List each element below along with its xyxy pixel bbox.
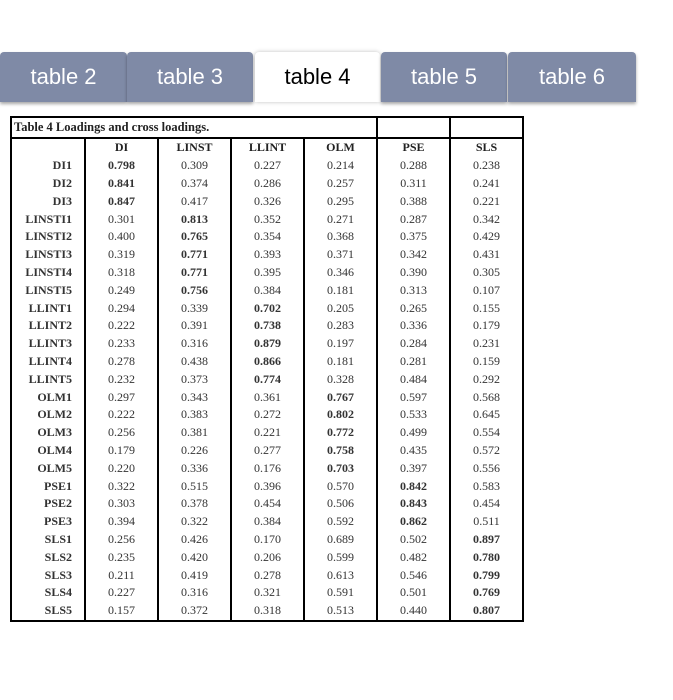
table-cell: 0.440 xyxy=(377,602,450,621)
table-cell: 0.533 xyxy=(377,406,450,424)
table-cell: 0.303 xyxy=(85,495,158,513)
table-cell: 0.181 xyxy=(304,281,377,299)
row-label: LINSTI3 xyxy=(11,246,85,264)
table-cell: 0.897 xyxy=(450,531,523,549)
table-cell: 0.336 xyxy=(377,317,450,335)
table-cell: 0.879 xyxy=(231,335,304,353)
table-cell: 0.321 xyxy=(231,584,304,602)
table-row xyxy=(11,602,523,621)
table-row xyxy=(11,513,523,531)
table-cell: 0.771 xyxy=(158,246,231,264)
table-row xyxy=(11,175,523,193)
table-cell: 0.774 xyxy=(231,370,304,388)
row-label: LINSTI4 xyxy=(11,264,85,282)
table-cell: 0.798 xyxy=(85,157,158,175)
table-cell: 0.799 xyxy=(450,566,523,584)
table-cell: 0.373 xyxy=(158,370,231,388)
table-cell: 0.283 xyxy=(304,317,377,335)
table-cell: 0.499 xyxy=(377,424,450,442)
table-row xyxy=(11,157,523,175)
table-cell: 0.847 xyxy=(85,192,158,210)
table-cell: 0.400 xyxy=(85,228,158,246)
table-cell: 0.515 xyxy=(158,477,231,495)
table-cell: 0.771 xyxy=(158,264,231,282)
tab-table-6[interactable]: table 6 xyxy=(508,52,636,102)
row-label: DI2 xyxy=(11,175,85,193)
table-cell: 0.767 xyxy=(304,388,377,406)
table-row xyxy=(11,228,523,246)
table-cell: 0.281 xyxy=(377,353,450,371)
table-row xyxy=(11,299,523,317)
table-row xyxy=(11,388,523,406)
table-cell: 0.235 xyxy=(85,548,158,566)
table-cell: 0.157 xyxy=(85,602,158,621)
header-cell: PSE xyxy=(377,138,450,157)
table-cell: 0.278 xyxy=(85,353,158,371)
table-cell: 0.295 xyxy=(304,192,377,210)
table-row xyxy=(11,459,523,477)
table-cell: 0.221 xyxy=(231,424,304,442)
table-cell: 0.431 xyxy=(450,246,523,264)
row-label: LLINT1 xyxy=(11,299,85,317)
table-cell: 0.813 xyxy=(158,210,231,228)
tab-table-4[interactable]: table 4 xyxy=(255,52,380,102)
table-cell: 0.179 xyxy=(450,317,523,335)
table-row xyxy=(11,353,523,371)
tab-bar xyxy=(0,52,640,102)
row-label: OLM2 xyxy=(11,406,85,424)
table-cell: 0.211 xyxy=(85,566,158,584)
table-caption: Table 4 Loadings and cross loadings. xyxy=(11,117,377,138)
row-label: SLS3 xyxy=(11,566,85,584)
table-row xyxy=(11,495,523,513)
table-cell: 0.222 xyxy=(85,406,158,424)
table-cell: 0.546 xyxy=(377,566,450,584)
table-cell: 0.311 xyxy=(377,175,450,193)
table-row xyxy=(11,370,523,388)
table-cell: 0.155 xyxy=(450,299,523,317)
row-label: PSE1 xyxy=(11,477,85,495)
table-cell: 0.371 xyxy=(304,246,377,264)
table-cell: 0.361 xyxy=(231,388,304,406)
table-cell: 0.703 xyxy=(304,459,377,477)
table-cell: 0.426 xyxy=(158,531,231,549)
table-cell: 0.287 xyxy=(377,210,450,228)
table-cell: 0.502 xyxy=(377,531,450,549)
row-label: LINSTI1 xyxy=(11,210,85,228)
table-cell: 0.599 xyxy=(304,548,377,566)
table-cell: 0.316 xyxy=(158,584,231,602)
table-row xyxy=(11,406,523,424)
table-cell: 0.591 xyxy=(304,584,377,602)
table-cell: 0.342 xyxy=(377,246,450,264)
table-cell: 0.482 xyxy=(377,548,450,566)
table-cell: 0.318 xyxy=(85,264,158,282)
table-cell: 0.316 xyxy=(158,335,231,353)
table-row xyxy=(11,531,523,549)
row-label: LLINT4 xyxy=(11,353,85,371)
table-cell: 0.454 xyxy=(450,495,523,513)
table-cell: 0.570 xyxy=(304,477,377,495)
table-cell: 0.417 xyxy=(158,192,231,210)
table-cell: 0.592 xyxy=(304,513,377,531)
table-cell: 0.501 xyxy=(377,584,450,602)
table-cell: 0.689 xyxy=(304,531,377,549)
table-cell: 0.843 xyxy=(377,495,450,513)
table-cell: 0.568 xyxy=(450,388,523,406)
table-cell: 0.842 xyxy=(377,477,450,495)
row-label: LLINT3 xyxy=(11,335,85,353)
table-cell: 0.583 xyxy=(450,477,523,495)
tab-table-5[interactable]: table 5 xyxy=(381,52,507,102)
table-cell: 0.613 xyxy=(304,566,377,584)
table-cell: 0.381 xyxy=(158,424,231,442)
table-cell: 0.395 xyxy=(231,264,304,282)
table-cell: 0.738 xyxy=(231,317,304,335)
table-cell: 0.301 xyxy=(85,210,158,228)
table-cell: 0.232 xyxy=(85,370,158,388)
table-cell: 0.265 xyxy=(377,299,450,317)
table-row xyxy=(11,317,523,335)
table-cell: 0.780 xyxy=(450,548,523,566)
table-cell: 0.257 xyxy=(304,175,377,193)
table-row xyxy=(11,584,523,602)
table-cell: 0.484 xyxy=(377,370,450,388)
table-cell: 0.214 xyxy=(304,157,377,175)
table-cell: 0.435 xyxy=(377,442,450,460)
table-cell: 0.354 xyxy=(231,228,304,246)
table-cell: 0.318 xyxy=(231,602,304,621)
table-cell: 0.271 xyxy=(304,210,377,228)
table-cell: 0.384 xyxy=(231,513,304,531)
table-cell: 0.372 xyxy=(158,602,231,621)
loadings-table-container xyxy=(10,116,524,622)
row-label: SLS1 xyxy=(11,531,85,549)
table-cell: 0.176 xyxy=(231,459,304,477)
table-cell: 0.277 xyxy=(231,442,304,460)
table-cell: 0.506 xyxy=(304,495,377,513)
table-row xyxy=(11,281,523,299)
table-cell: 0.391 xyxy=(158,317,231,335)
table-cell: 0.769 xyxy=(450,584,523,602)
header-cell: OLM xyxy=(304,138,377,157)
table-cell: 0.375 xyxy=(377,228,450,246)
row-label: SLS2 xyxy=(11,548,85,566)
table-cell: 0.429 xyxy=(450,228,523,246)
table-cell: 0.378 xyxy=(158,495,231,513)
table-cell: 0.702 xyxy=(231,299,304,317)
table-cell: 0.206 xyxy=(231,548,304,566)
table-cell: 0.419 xyxy=(158,566,231,584)
tab-table-3[interactable]: table 3 xyxy=(127,52,253,102)
table-cell: 0.597 xyxy=(377,388,450,406)
table-cell: 0.393 xyxy=(231,246,304,264)
table-cell: 0.226 xyxy=(158,442,231,460)
table-cell: 0.159 xyxy=(450,353,523,371)
table-cell: 0.438 xyxy=(158,353,231,371)
table-cell: 0.765 xyxy=(158,228,231,246)
row-label: OLM4 xyxy=(11,442,85,460)
table-row xyxy=(11,424,523,442)
table-cell: 0.862 xyxy=(377,513,450,531)
table-cell: 0.454 xyxy=(231,495,304,513)
table-cell: 0.346 xyxy=(304,264,377,282)
table-cell: 0.322 xyxy=(85,477,158,495)
table-cell: 0.284 xyxy=(377,335,450,353)
row-label: SLS5 xyxy=(11,602,85,621)
table-cell: 0.181 xyxy=(304,353,377,371)
table-cell: 0.396 xyxy=(231,477,304,495)
table-row xyxy=(11,442,523,460)
table-row xyxy=(11,264,523,282)
table-cell: 0.313 xyxy=(377,281,450,299)
table-cell: 0.294 xyxy=(85,299,158,317)
table-cell: 0.383 xyxy=(158,406,231,424)
table-cell: 0.205 xyxy=(304,299,377,317)
row-label: LLINT2 xyxy=(11,317,85,335)
table-row xyxy=(11,210,523,228)
table-cell: 0.343 xyxy=(158,388,231,406)
table-cell: 0.342 xyxy=(450,210,523,228)
table-cell: 0.322 xyxy=(158,513,231,531)
table-cell: 0.221 xyxy=(450,192,523,210)
header-row xyxy=(11,138,523,157)
table-cell: 0.326 xyxy=(231,192,304,210)
table-row xyxy=(11,335,523,353)
table-cell: 0.305 xyxy=(450,264,523,282)
table-cell: 0.297 xyxy=(85,388,158,406)
table-row xyxy=(11,246,523,264)
table-cell: 0.328 xyxy=(304,370,377,388)
row-label: OLM5 xyxy=(11,459,85,477)
row-label: LLINT5 xyxy=(11,370,85,388)
row-label: SLS4 xyxy=(11,584,85,602)
table-cell: 0.841 xyxy=(85,175,158,193)
header-cell: SLS xyxy=(450,138,523,157)
table-cell: 0.179 xyxy=(85,442,158,460)
table-cell: 0.802 xyxy=(304,406,377,424)
table-cell: 0.309 xyxy=(158,157,231,175)
header-cell: LLINT xyxy=(231,138,304,157)
table-cell: 0.513 xyxy=(304,602,377,621)
loadings-table xyxy=(10,116,524,622)
table-cell: 0.256 xyxy=(85,424,158,442)
table-cell: 0.272 xyxy=(231,406,304,424)
table-cell: 0.384 xyxy=(231,281,304,299)
table-cell: 0.556 xyxy=(450,459,523,477)
table-cell: 0.394 xyxy=(85,513,158,531)
row-label: DI1 xyxy=(11,157,85,175)
table-cell: 0.645 xyxy=(450,406,523,424)
table-cell: 0.256 xyxy=(85,531,158,549)
table-cell: 0.807 xyxy=(450,602,523,621)
table-cell: 0.197 xyxy=(304,335,377,353)
table-cell: 0.292 xyxy=(450,370,523,388)
table-cell: 0.374 xyxy=(158,175,231,193)
table-cell: 0.107 xyxy=(450,281,523,299)
row-label: LINSTI5 xyxy=(11,281,85,299)
table-cell: 0.866 xyxy=(231,353,304,371)
table-cell: 0.231 xyxy=(450,335,523,353)
header-cell xyxy=(11,138,85,157)
table-cell: 0.170 xyxy=(231,531,304,549)
table-row xyxy=(11,566,523,584)
caption-empty-cell xyxy=(450,117,523,138)
table-cell: 0.227 xyxy=(231,157,304,175)
table-cell: 0.758 xyxy=(304,442,377,460)
table-cell: 0.249 xyxy=(85,281,158,299)
table-cell: 0.390 xyxy=(377,264,450,282)
table-cell: 0.368 xyxy=(304,228,377,246)
row-label: OLM3 xyxy=(11,424,85,442)
table-cell: 0.511 xyxy=(450,513,523,531)
table-cell: 0.339 xyxy=(158,299,231,317)
table-cell: 0.288 xyxy=(377,157,450,175)
row-label: LINSTI2 xyxy=(11,228,85,246)
caption-empty-cell xyxy=(377,117,450,138)
table-cell: 0.220 xyxy=(85,459,158,477)
table-cell: 0.772 xyxy=(304,424,377,442)
table-cell: 0.227 xyxy=(85,584,158,602)
tab-table-2[interactable]: table 2 xyxy=(0,52,127,102)
table-cell: 0.233 xyxy=(85,335,158,353)
table-cell: 0.222 xyxy=(85,317,158,335)
table-cell: 0.336 xyxy=(158,459,231,477)
header-cell: LINST xyxy=(158,138,231,157)
table-row xyxy=(11,548,523,566)
table-cell: 0.554 xyxy=(450,424,523,442)
row-label: DI3 xyxy=(11,192,85,210)
table-cell: 0.319 xyxy=(85,246,158,264)
table-row xyxy=(11,192,523,210)
row-label: OLM1 xyxy=(11,388,85,406)
table-cell: 0.572 xyxy=(450,442,523,460)
row-label: PSE2 xyxy=(11,495,85,513)
table-cell: 0.756 xyxy=(158,281,231,299)
row-label: PSE3 xyxy=(11,513,85,531)
header-cell: DI xyxy=(85,138,158,157)
table-cell: 0.352 xyxy=(231,210,304,228)
table-cell: 0.238 xyxy=(450,157,523,175)
table-cell: 0.286 xyxy=(231,175,304,193)
table-row xyxy=(11,477,523,495)
table-cell: 0.388 xyxy=(377,192,450,210)
table-cell: 0.397 xyxy=(377,459,450,477)
table-cell: 0.420 xyxy=(158,548,231,566)
table-cell: 0.241 xyxy=(450,175,523,193)
table-cell: 0.278 xyxy=(231,566,304,584)
